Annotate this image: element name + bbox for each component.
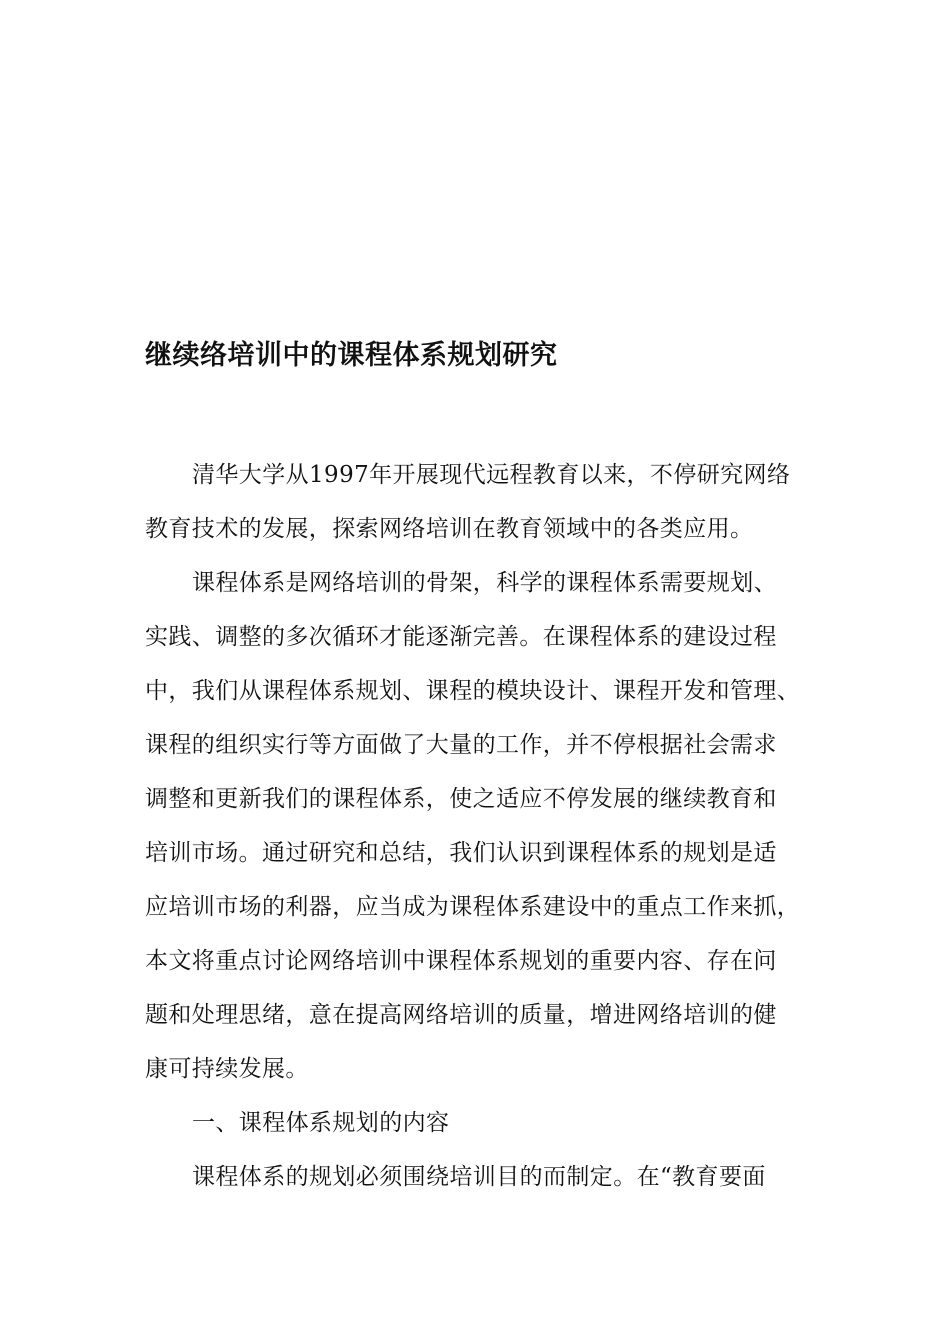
- paragraph-2-line-1: 课程体系是网络培训的骨架，科学的课程体系需要规划、: [192, 570, 777, 596]
- paragraph-2-line-6: 培训市场。通过研究和总结，我们认识到课程体系的规划是适: [145, 840, 777, 866]
- section-heading: 一、课程体系规划的内容: [192, 1110, 450, 1136]
- paragraph-2-line-9: 题和处理思绪，意在提高网络培训的质量，增进网络培训的健: [145, 1002, 777, 1028]
- document-title: 继续络培训中的课程体系规划研究: [145, 340, 558, 371]
- paragraph-3-line-1: 课程体系的规划必须围绕培训目的而制定。在“教育要面: [192, 1164, 766, 1190]
- paragraph-2-line-2: 实践、调整的多次循环才能逐渐完善。在课程体系的建设过程: [145, 624, 777, 650]
- paragraph-1-line-2: 教育技术的发展，探索网络培训在教育领域中的各类应用。: [145, 516, 754, 542]
- paragraph-2-line-5: 调整和更新我们的课程体系，使之适应不停发展的继续教育和: [145, 786, 777, 812]
- paragraph-1-line-1: 清华大学从1997年开展现代远程教育以来，不停研究网络: [192, 462, 791, 488]
- paragraph-2-line-8: 本文将重点讨论网络培训中课程体系规划的重要内容、存在问: [145, 948, 777, 974]
- paragraph-2-line-7: 应培训市场的利器，应当成为课程体系建设中的重点工作来抓，: [145, 894, 801, 920]
- document-body: [145, 448, 810, 1204]
- paragraph-2-line-4: 课程的组织实行等方面做了大量的工作，并不停根据社会需求: [145, 732, 777, 758]
- paragraph-2-line-10: 康可持续发展。: [145, 1056, 309, 1082]
- paragraph-2-line-3: 中，我们从课程体系规划、课程的模块设计、课程开发和管理、: [145, 678, 801, 704]
